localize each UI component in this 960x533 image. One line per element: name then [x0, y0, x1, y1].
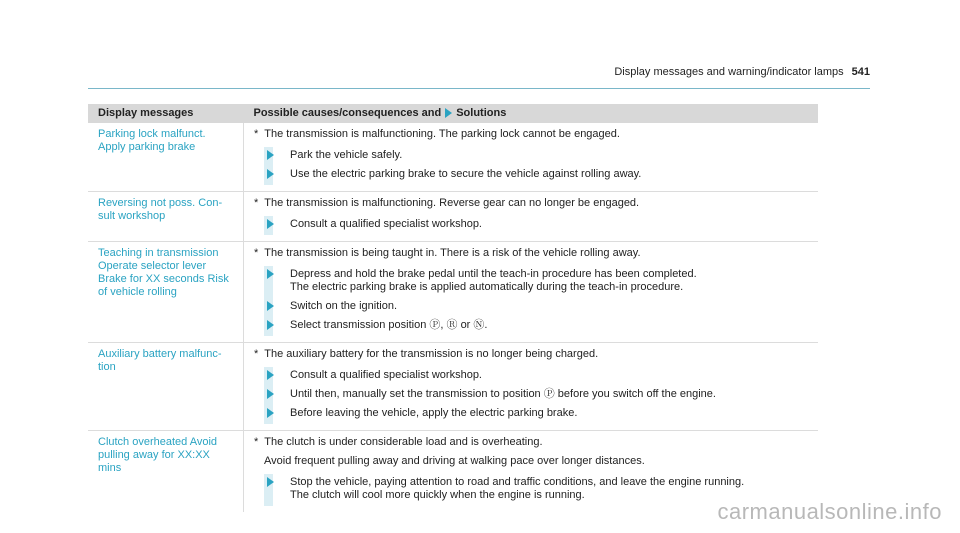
- step-text: The electric parking brake is applied automatically during the teach-in procedure.: [290, 281, 684, 293]
- watermark: carmanualsonline.info: [717, 499, 942, 524]
- step-text: Depress and hold the brake pedal until the teach-in procedure has been completed.: [290, 268, 697, 280]
- display-message-cell: [88, 343, 244, 431]
- solution-cell: [244, 192, 819, 242]
- column-header-display-messages: Display messages: [88, 104, 244, 123]
- causes-label: Possible causes/consequences and: [253, 107, 442, 119]
- step-arrow-icon: [267, 408, 274, 418]
- solution-step: [264, 317, 808, 336]
- display-message-cell: [88, 431, 244, 513]
- step-text: Switch on the ignition.: [290, 300, 398, 312]
- cause-line: The clutch is under considerable load and is overheating.: [264, 436, 543, 448]
- table-row: [88, 343, 818, 431]
- page-number: 541: [851, 66, 870, 78]
- step-arrow-icon: [267, 477, 274, 487]
- solution-step: [264, 216, 808, 235]
- solution-cell: [244, 343, 819, 431]
- solution-step: [264, 266, 808, 298]
- step-arrow-icon: [267, 150, 274, 160]
- solution-cell: [244, 123, 819, 192]
- display-messages-table: [88, 104, 818, 512]
- cause-text: [254, 436, 808, 449]
- cause-text-continued: Avoid frequent pulling away and driving at walking pace over longer distances.: [264, 455, 645, 467]
- display-message-line: Brake for XX seconds Risk: [98, 273, 229, 285]
- display-message-cell: [88, 192, 244, 242]
- display-message-cell: [88, 242, 244, 343]
- display-message-line: Auxiliary battery malfunc-: [98, 348, 222, 360]
- cause-line: The transmission is malfunctioning. Reverse gear can no longer be engaged.: [264, 197, 640, 209]
- step-text: The clutch will cool more quickly when the engine is running.: [290, 489, 585, 501]
- display-message-line: Teaching in transmission: [98, 247, 219, 259]
- asterisk: *: [254, 128, 259, 140]
- solution-step: [264, 386, 808, 405]
- asterisk: *: [254, 348, 259, 360]
- display-message-line: Parking lock malfunct.: [98, 128, 206, 140]
- display-message-line: Clutch overheated Avoid: [98, 436, 218, 448]
- solution-cell: [244, 242, 819, 343]
- step-arrow-icon: [267, 301, 274, 311]
- display-message-cell: [88, 123, 244, 192]
- cause-text: [254, 197, 808, 210]
- display-message-line: pulling away for XX:XX mins: [98, 449, 210, 474]
- table-row: [88, 192, 818, 242]
- display-message-line: Apply parking brake: [98, 141, 196, 153]
- step-arrow-icon: [267, 370, 274, 380]
- table-row: [88, 123, 818, 192]
- step-text: Until then, manually set the transmission to position Ⓟ before you switch off the engine.: [290, 388, 716, 400]
- display-message-line: of vehicle rolling: [98, 286, 177, 298]
- display-message-line: Reversing not poss. Con-: [98, 197, 223, 209]
- step-text: Consult a qualified specialist workshop.: [290, 218, 482, 230]
- solutions-arrow-icon: [445, 108, 452, 118]
- asterisk: *: [254, 436, 259, 448]
- step-text: Consult a qualified specialist workshop.: [290, 369, 482, 381]
- solutions-label: Solutions: [456, 107, 507, 119]
- column-header-causes: [244, 104, 819, 123]
- solution-step: [264, 166, 808, 185]
- header-title: Display messages and warning/indicator lamps: [614, 66, 844, 78]
- step-text: Select transmission position Ⓟ, Ⓡ or Ⓝ.: [290, 319, 488, 331]
- asterisk: *: [254, 247, 259, 259]
- header-text: [614, 66, 870, 78]
- table-row: [88, 431, 818, 513]
- cause-text: [254, 348, 808, 361]
- display-message-line: tion: [98, 361, 116, 373]
- solution-step: [264, 298, 808, 317]
- display-message-line: sult workshop: [98, 210, 166, 222]
- solution-step: [264, 147, 808, 166]
- cause-text: [254, 247, 808, 260]
- cause-line: The auxiliary battery for the transmission is no longer being charged.: [264, 348, 599, 360]
- cause-line: The transmission is being taught in. There is a risk of the vehicle rolling away.: [264, 247, 641, 259]
- step-arrow-icon: [267, 219, 274, 229]
- step-arrow-icon: [267, 269, 274, 279]
- asterisk: *: [254, 197, 259, 209]
- display-message-line: Operate selector lever: [98, 260, 207, 272]
- solution-step: [264, 405, 808, 424]
- step-text: Stop the vehicle, paying attention to road and traffic conditions, and leave the engine running.: [290, 476, 745, 488]
- step-arrow-icon: [267, 389, 274, 399]
- cause-text: [254, 128, 808, 141]
- table-row: [88, 242, 818, 343]
- solution-step: [264, 367, 808, 386]
- step-arrow-icon: [267, 320, 274, 330]
- step-text: Before leaving the vehicle, apply the electric parking brake.: [290, 407, 578, 419]
- step-text: Use the electric parking brake to secure the vehicle against rolling away.: [290, 168, 642, 180]
- step-text: Park the vehicle safely.: [290, 149, 403, 161]
- cause-line: The transmission is malfunctioning. The parking lock cannot be engaged.: [264, 128, 620, 140]
- page-header: [88, 66, 870, 89]
- step-arrow-icon: [267, 169, 274, 179]
